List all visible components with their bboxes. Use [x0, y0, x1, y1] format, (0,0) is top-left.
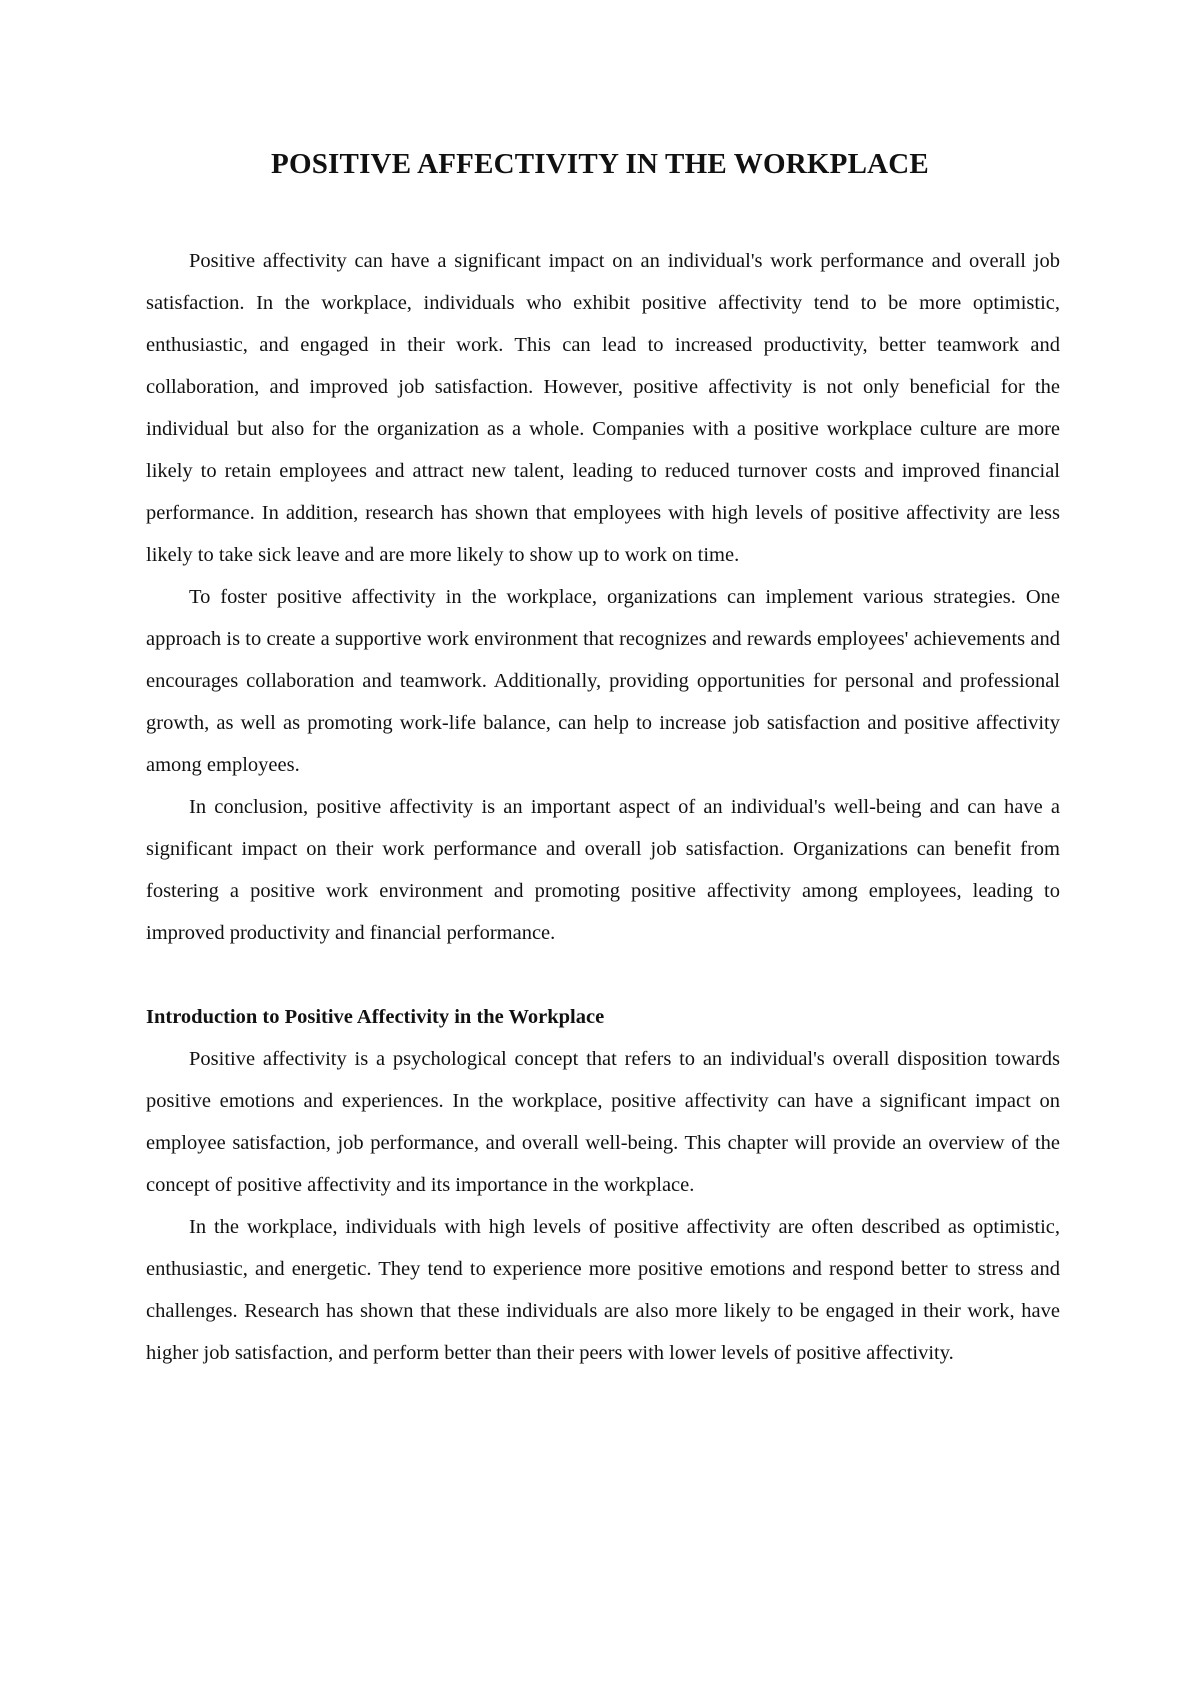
- document-body: [146, 240, 1060, 1374]
- intro-paragraph-3: In conclusion, positive affectivity is an important aspect of an individual's well-being and can have a significant impact on their work performance and overall job satisfaction. Organizations can benefit from fostering a positive work environment and promoting positive affectivity among employees, leading to improved productivity and financial performance.: [146, 796, 1060, 944]
- document-title: POSITIVE AFFECTIVITY IN THE WORKPLACE: [271, 148, 929, 180]
- intro-paragraph-1: Positive affectivity can have a significant impact on an individual's work performance and overall job satisfaction. In the workplace, individuals who exhibit positive affectivity tend to be more optimistic, enthusiastic, and engaged in their work. This can lead to increased productivity, better teamwork and collaboration, and improved job satisfaction. However, positive affectivity is not only beneficial for the individual but also for the organization as a whole. Companies with a positive workplace culture are more likely to retain employees and attract new talent, leading to reduced turnover costs and improved financial performance. In addition, research has shown that employees with high levels of positive affectivity are less likely to take sick leave and are more likely to show up to work on time.: [146, 250, 1060, 566]
- intro-paragraph-2: To foster positive affectivity in the workplace, organizations can implement various strategies. One approach is to create a supportive work environment that recognizes and rewards employees' achievements and encourages collaboration and teamwork. Additionally, providing opportunities for personal and professional growth, as well as promoting work-life balance, can help to increase job satisfaction and positive affectivity among employees.: [146, 586, 1060, 776]
- section-paragraph-2: In the workplace, individuals with high levels of positive affectivity are often described as optimistic, enthusiastic, and energetic. They tend to experience more positive emotions and respond better to stress and challenges. Research has shown that these individuals are also more likely to be engaged in their work, have higher job satisfaction, and perform better than their peers with lower levels of positive affectivity.: [146, 1216, 1060, 1364]
- section-heading: Introduction to Positive Affectivity in the Workplace: [146, 1006, 605, 1028]
- section-paragraph-1: Positive affectivity is a psychological concept that refers to an individual's overall disposition towards positive emotions and experiences. In the workplace, positive affectivity can have a significant impact on employee satisfaction, job performance, and overall well-being. This chapter will provide an overview of the concept of positive affectivity and its importance in the workplace.: [146, 1048, 1060, 1196]
